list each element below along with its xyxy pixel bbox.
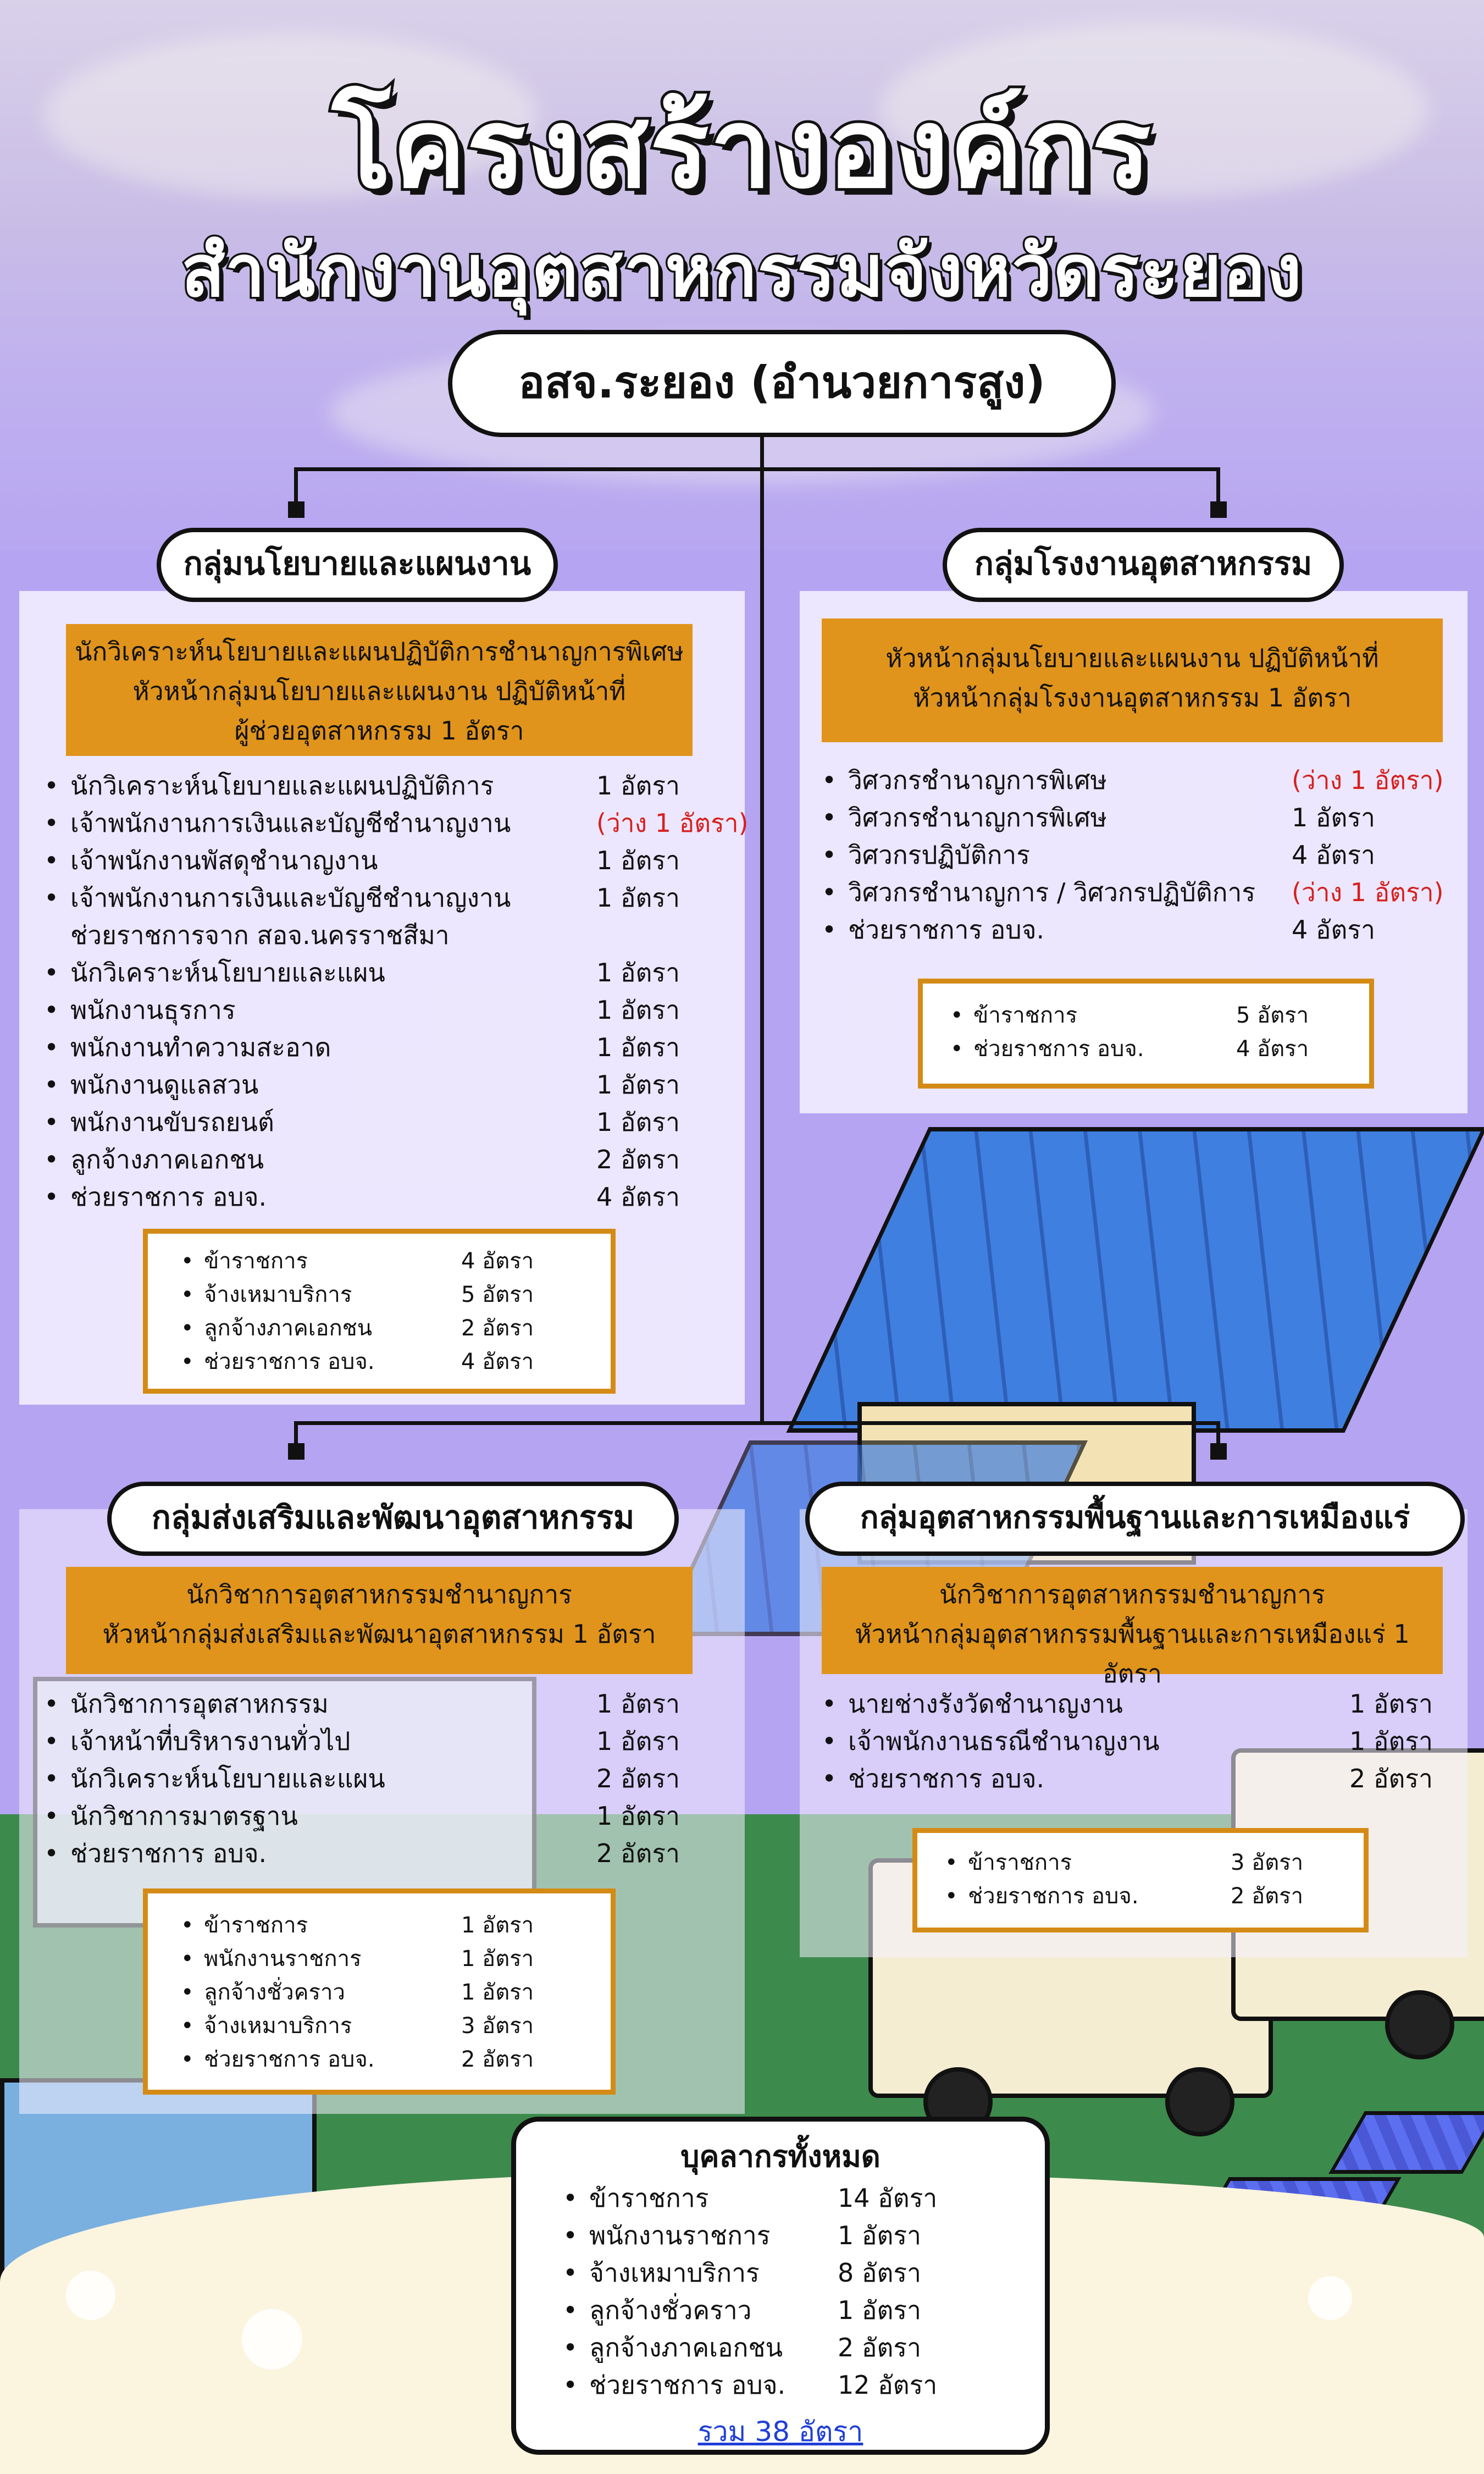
promotion-position-list bbox=[44, 1685, 737, 1872]
page-title: โครงสร้างองค์กร bbox=[332, 85, 1152, 213]
list-item: • นักวิเคราะห์นโยบายและแผน 2 อัตรา bbox=[44, 1760, 737, 1797]
factory-group-title: กลุ่มโรงงานอุตสาหกรรม bbox=[943, 528, 1344, 602]
total-title: บุคลากรทั้งหมด bbox=[680, 2139, 881, 2174]
list-item: • วิศวกรชำนาญการ / วิศวกรปฏิบัติการ (ว่าง 1 อัตรา) bbox=[822, 874, 1454, 911]
list-item: • ข้าราชการ 3 อัตรา bbox=[945, 1846, 1352, 1880]
list-item: • พนักงานดูแลสวน 1 อัตรา bbox=[44, 1066, 737, 1103]
list-item: • วิศวกรชำนาญการพิเศษ 1 อัตรา bbox=[822, 799, 1454, 836]
list-item: • พนักงานทำความสะอาด 1 อัตรา bbox=[44, 1029, 737, 1066]
list-item: • ข้าราชการ 4 อัตรา bbox=[181, 1245, 599, 1278]
factory-summary-box bbox=[918, 979, 1374, 1089]
factory-position-list bbox=[822, 761, 1454, 948]
list-item: • ข้าราชการ 1 อัตรา bbox=[181, 1909, 599, 1942]
list-item: • เจ้าพนักงานธรณีชำนาญงาน 1 อัตรา bbox=[822, 1722, 1454, 1760]
decor-dot bbox=[66, 2271, 115, 2320]
promotion-group-title: กลุ่มส่งเสริมและพัฒนาอุตสาหกรรม bbox=[107, 1482, 679, 1556]
head-line: หัวหน้ากลุ่มโรงงานอุตสาหกรรม 1 อัตรา bbox=[913, 683, 1352, 713]
head-line: หัวหน้ากลุ่มส่งเสริมและพัฒนาอุตสาหกรรม 1 อัตรา bbox=[102, 1619, 656, 1649]
wheel-illustration bbox=[1165, 2067, 1234, 2136]
policy-group-panel bbox=[19, 591, 749, 1405]
list-item: • วิศวกรชำนาญการพิเศษ (ว่าง 1 อัตรา) bbox=[822, 761, 1454, 799]
list-item: • ลูกจ้างภาคเอกชน 2 อัตรา bbox=[44, 1141, 737, 1178]
connector-line bbox=[1216, 467, 1220, 506]
list-item: • จ้างเหมาบริการ 5 อัตรา bbox=[181, 1278, 599, 1312]
promotion-group-head bbox=[66, 1567, 693, 1674]
factory-group-head bbox=[822, 618, 1443, 742]
list-item: • ช่วยราชการ อบจ. 4 อัตรา bbox=[950, 1032, 1357, 1066]
connector-dot bbox=[288, 501, 304, 518]
decor-dot bbox=[1308, 2276, 1352, 2320]
list-item: • นักวิชาการมาตรฐาน 1 อัตรา bbox=[44, 1797, 737, 1835]
list-item: • นักวิเคราะห์นโยบายและแผนปฏิบัติการ 1 อัตรา bbox=[44, 767, 737, 804]
list-item: • จ้างเหมาบริการ 3 อัตรา bbox=[181, 2009, 599, 2043]
basic-group-panel bbox=[800, 1509, 1468, 1957]
basic-group-title: กลุ่มอุตสาหกรรมพื้นฐานและการเหมืองแร่ bbox=[805, 1482, 1465, 1556]
list-item: • ลูกจ้างภาคเอกชน 2 อัตรา bbox=[181, 1312, 599, 1345]
list-item: • เจ้าพนักงานการเงินและบัญชีชำนาญงาน (ว่าง 1 อัตรา) bbox=[44, 804, 737, 842]
policy-group-head bbox=[66, 624, 693, 756]
list-item: • ช่วยราชการ อบจ. 4 อัตรา bbox=[44, 1178, 737, 1216]
connector-dot bbox=[1210, 501, 1227, 518]
promotion-summary-box bbox=[143, 1888, 616, 2095]
list-item: • นักวิชาการอุตสาหกรรม 1 อัตรา bbox=[44, 1685, 737, 1722]
list-item: • ช่วยราชการ อบจ. 4 อัตรา bbox=[181, 1345, 599, 1379]
list-item: • เจ้าพนักงานการเงินและบัญชีชำนาญงาน 1 อัตรา ช่วยราชการจาก สอจ.นครราชสีมา bbox=[44, 879, 737, 954]
list-item: • ลูกจ้างชั่วคราว 1 อัตรา bbox=[563, 2291, 1014, 2329]
basic-group-head bbox=[822, 1567, 1443, 1688]
head-line: ผู้ช่วยอุตสาหกรรม 1 อัตรา bbox=[234, 716, 524, 745]
promotion-group-panel bbox=[19, 1509, 745, 2114]
director-box: อสจ.ระยอง (อำนวยการสูง) bbox=[448, 330, 1116, 437]
factory-group-panel bbox=[800, 591, 1468, 1113]
connector-line bbox=[760, 434, 764, 1424]
list-item: • เจ้าหน้าที่บริหารงานทั่วไป 1 อัตรา bbox=[44, 1722, 737, 1760]
policy-position-list bbox=[44, 767, 749, 1216]
list-item: • วิศวกรปฏิบัติการ 4 อัตรา bbox=[822, 836, 1454, 874]
connector-line bbox=[294, 467, 298, 506]
head-line: หัวหน้ากลุ่มอุตสาหกรรมพื้นฐานและการเหมืองแร่ 1 อัตรา bbox=[855, 1619, 1410, 1688]
list-item: • พนักงานธุรการ 1 อัตรา bbox=[44, 991, 737, 1029]
connector-line bbox=[294, 467, 1220, 471]
basic-position-list bbox=[822, 1685, 1454, 1797]
list-item: • ช่วยราชการ อบจ. 2 อัตรา bbox=[945, 1880, 1352, 1913]
policy-group-title: กลุ่มนโยบายและแผนงาน bbox=[157, 528, 558, 602]
head-line: นักวิชาการอุตสาหกรรมชำนาญการ bbox=[186, 1580, 572, 1609]
connector-dot bbox=[288, 1443, 304, 1460]
list-item: • เจ้าพนักงานพัสดุชำนาญงาน 1 อัตรา bbox=[44, 842, 737, 879]
list-item: • ช่วยราชการ อบจ. 2 อัตรา bbox=[181, 2043, 599, 2077]
list-item: • ช่วยราชการ อบจ. 12 อัตรา bbox=[563, 2366, 1014, 2404]
decor-dot bbox=[242, 2309, 302, 2370]
total-sum-link[interactable]: รวม 38 อัตรา bbox=[697, 2416, 863, 2448]
connector-line bbox=[294, 1421, 1220, 1425]
policy-summary-box bbox=[143, 1229, 616, 1394]
list-item: • ลูกจ้างภาคเอกชน 2 อัตรา bbox=[563, 2329, 1014, 2366]
list-item: • ช่วยราชการ อบจ. 4 อัตรา bbox=[822, 911, 1454, 948]
total-list bbox=[563, 2179, 1014, 2404]
connector-dot bbox=[1210, 1443, 1227, 1460]
head-line: นักวิเคราะห์นโยบายและแผนปฏิบัติการชำนาญการพิเศษ bbox=[75, 637, 684, 666]
head-line: หัวหน้ากลุ่มนโยบายและแผนงาน ปฏิบัติหน้าที่ bbox=[885, 643, 1379, 673]
list-item: • ลูกจ้างชั่วคราว 1 อัตรา bbox=[181, 1976, 599, 2009]
wheel-illustration bbox=[1385, 1990, 1454, 2059]
list-item: • นายช่างรังวัดชำนาญงาน 1 อัตรา bbox=[822, 1685, 1454, 1722]
head-line: หัวหน้ากลุ่มนโยบายและแผนงาน ปฏิบัติหน้าที่ bbox=[132, 676, 626, 706]
list-item: • ข้าราชการ 5 อัตรา bbox=[950, 999, 1357, 1032]
basic-summary-box bbox=[912, 1828, 1369, 1932]
list-item: • ช่วยราชการ อบจ. 2 อัตรา bbox=[44, 1835, 737, 1872]
total-staff-box bbox=[511, 2117, 1050, 2455]
list-item: • พนักงานขับรถยนต์ 1 อัตรา bbox=[44, 1103, 737, 1141]
list-item: • ข้าราชการ 14 อัตรา bbox=[563, 2179, 1014, 2217]
page-subtitle: สำนักงานอุตสาหกรรมจังหวัดระยอง bbox=[181, 229, 1303, 313]
list-item: • นักวิเคราะห์นโยบายและแผน 1 อัตรา bbox=[44, 954, 737, 991]
head-line: นักวิชาการอุตสาหกรรมชำนาญการ bbox=[939, 1580, 1325, 1609]
list-item: • จ้างเหมาบริการ 8 อัตรา bbox=[563, 2254, 1014, 2291]
list-item: • พนักงานราชการ 1 อัตรา bbox=[181, 1942, 599, 1976]
list-item: • ช่วยราชการ อบจ. 2 อัตรา bbox=[822, 1760, 1454, 1797]
list-item: • พนักงานราชการ 1 อัตรา bbox=[563, 2217, 1014, 2254]
